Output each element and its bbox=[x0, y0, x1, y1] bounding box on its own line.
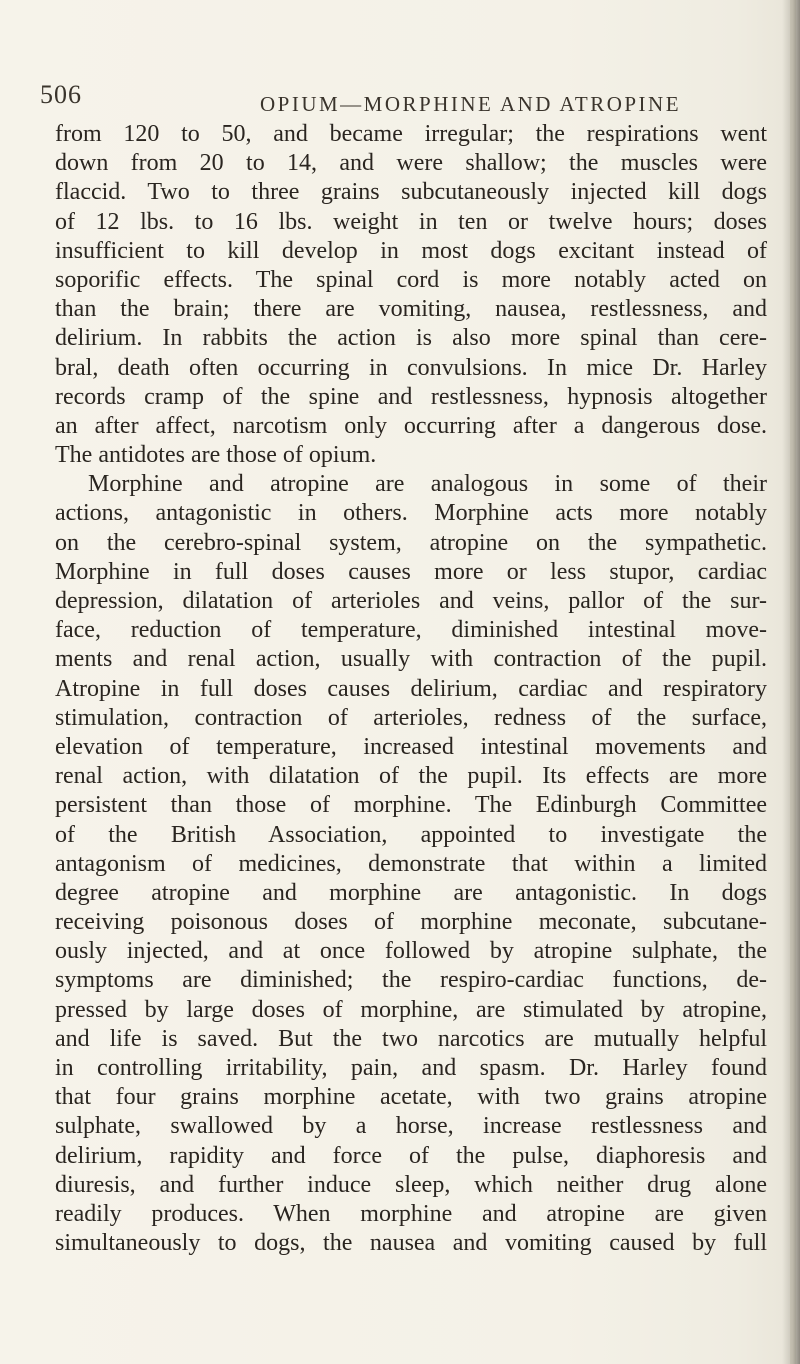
text-line: on the cerebro-spinal system, atropine on the sympathetic. bbox=[55, 529, 767, 556]
text-line: depression, dilatation of arterioles and veins, pallor of the sur- bbox=[55, 588, 767, 614]
text-line: receiving poisonous doses of morphine meconate, subcutane- bbox=[55, 909, 767, 936]
text-line: simultaneously to dogs, the nausea and vomiting caused by full bbox=[55, 1230, 767, 1257]
text-line: of 12 lbs. to 16 lbs. weight in ten or twelve hours; doses bbox=[55, 208, 767, 235]
text-line: sulphate, swallowed by a horse, increase restlessness and bbox=[55, 1113, 767, 1140]
text-line: elevation of temperature, increased intestinal movements and bbox=[55, 733, 767, 760]
text-line: face, reduction of temperature, diminished intestinal move- bbox=[55, 617, 767, 644]
page-number: 506 bbox=[40, 80, 82, 109]
text-line: degree atropine and morphine are antagonistic. In dogs bbox=[55, 879, 767, 906]
text-line: The antidotes are those of opium. bbox=[55, 442, 377, 469]
text-line: down from 20 to 14, and were shallow; the muscles were bbox=[55, 150, 767, 177]
text-line: actions, antagonistic in others. Morphine acts more notably bbox=[55, 500, 767, 527]
text-line: ments and renal action, usually with contraction of the pupil. bbox=[55, 646, 767, 673]
running-head: OPIUM—MORPHINE AND ATROPINE bbox=[260, 92, 682, 116]
text-line: delirium. In rabbits the action is also more spinal than cere- bbox=[55, 325, 767, 352]
text-line: than the brain; there are vomiting, nausea, restlessness, and bbox=[55, 296, 767, 323]
text-line: Atropine in full doses causes delirium, cardiac and respiratory bbox=[55, 675, 767, 702]
text-line: Morphine in full doses causes more or less stupor, cardiac bbox=[55, 558, 767, 585]
text-line: diuresis, and further induce sleep, which neither drug alone bbox=[55, 1171, 767, 1198]
text-line: renal action, with dilatation of the pupil. Its effects are more bbox=[55, 763, 767, 790]
text-line: flaccid. Two to three grains subcutaneously injected kill dogs bbox=[55, 179, 767, 206]
text-line: pressed by large doses of morphine, are stimulated by atropine, bbox=[55, 996, 767, 1023]
text-line: ously injected, and at once followed by atropine sulphate, the bbox=[55, 938, 767, 965]
text-line: Morphine and atropine are analogous in some of their bbox=[88, 471, 767, 498]
text-line: from 120 to 50, and became irregular; the respirations went bbox=[55, 121, 767, 147]
text-line: records cramp of the spine and restlessness, hypnosis altogether bbox=[55, 383, 767, 410]
text-line: soporific effects. The spinal cord is more notably acted on bbox=[55, 266, 767, 293]
text-line: antagonism of medicines, demonstrate that within a limited bbox=[55, 850, 767, 877]
text-line: an after affect, narcotism only occurring after a dangerous dose. bbox=[55, 412, 767, 439]
text-line: stimulation, contraction of arterioles, redness of the surface, bbox=[55, 704, 767, 731]
text-line: delirium, rapidity and force of the pulse, diaphoresis and bbox=[55, 1142, 767, 1169]
body-text bbox=[55, 120, 767, 1258]
text-line: and life is saved. But the two narcotics are mutually helpful bbox=[55, 1025, 767, 1052]
text-line: of the British Association, appointed to investigate the bbox=[55, 821, 767, 848]
text-line: in controlling irritability, pain, and spasm. Dr. Harley found bbox=[55, 1055, 767, 1081]
text-line: insufficient to kill develop in most dogs excitant instead of bbox=[55, 237, 767, 264]
text-line: bral, death often occurring in convulsions. In mice Dr. Harley bbox=[55, 354, 767, 381]
text-line: symptoms are diminished; the respiro-cardiac functions, de- bbox=[55, 967, 767, 994]
text-line: that four grains morphine acetate, with two grains atropine bbox=[55, 1084, 767, 1111]
binding-shadow bbox=[782, 0, 800, 1364]
text-line: readily produces. When morphine and atropine are given bbox=[55, 1200, 767, 1227]
text-line: persistent than those of morphine. The Edinburgh Committee bbox=[55, 792, 767, 819]
